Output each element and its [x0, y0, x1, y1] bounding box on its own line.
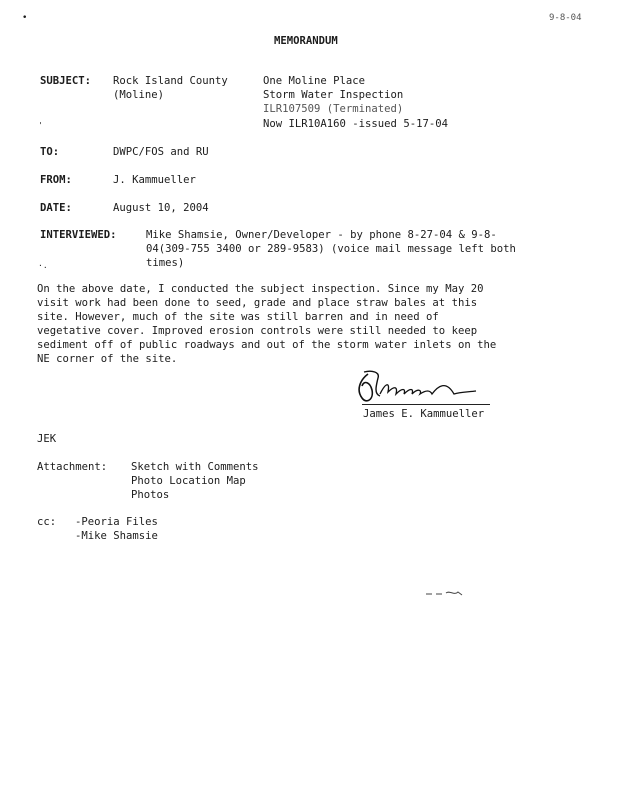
cc-item: -Mike Shamsie — [75, 530, 158, 542]
subject-detail-line: ILR107509 (Terminated) — [263, 103, 404, 115]
typist-initials: JEK — [37, 433, 57, 445]
body-line: visit work had been done to seed, grade and place straw bales at this — [37, 297, 478, 309]
date-label: DATE: — [40, 202, 72, 214]
scan-speck: ·. — [38, 261, 48, 270]
body-line: On the above date, I conducted the subject inspection. Since my May 20 — [37, 283, 484, 295]
cc-label: cc: — [37, 516, 57, 528]
body-line: sediment off of public roadways and out of the storm water inlets on the — [37, 339, 497, 351]
subject-county-line: (Moline) — [113, 89, 165, 101]
subject-detail-line: One Moline Place — [263, 75, 366, 87]
interviewed-line: Mike Shamsie, Owner/Developer - by phone 8-27-04 & 9-8- — [146, 229, 497, 241]
from-label: FROM: — [40, 174, 72, 186]
signature — [350, 368, 480, 406]
signature-line — [362, 404, 490, 405]
date-value: August 10, 2004 — [113, 202, 209, 214]
attachment-item: Sketch with Comments — [131, 461, 259, 473]
attachment-item: Photos — [131, 489, 170, 501]
body-line: NE corner of the site. — [37, 353, 178, 365]
to-value: DWPC/FOS and RU — [113, 146, 209, 158]
cc-item: -Peoria Files — [75, 516, 158, 528]
scan-speck: ' — [38, 121, 43, 130]
signature-name: James E. Kammueller — [363, 408, 485, 420]
interviewed-line: 04(309-755 3400 or 289-9583) (voice mail message left both — [146, 243, 516, 255]
subject-detail-line: Storm Water Inspection — [263, 89, 404, 101]
subject-label: SUBJECT: — [40, 75, 92, 87]
scan-speck: • — [22, 13, 28, 23]
interviewed-line: times) — [146, 257, 185, 269]
stray-handwriting-mark — [424, 586, 466, 600]
subject-detail-line: Now ILR10A160 -issued 5-17-04 — [263, 118, 448, 130]
from-value: J. Kammueller — [113, 174, 196, 186]
memo-title: MEMORANDUM — [274, 35, 338, 47]
subject-county-line: Rock Island County — [113, 75, 228, 87]
body-line: site. However, much of the site was still barren and in need of — [37, 311, 439, 323]
attachment-label: Attachment: — [37, 461, 108, 473]
to-label: TO: — [40, 146, 60, 158]
body-line: vegetative cover. Improved erosion controls were still needed to keep — [37, 325, 478, 337]
attachment-item: Photo Location Map — [131, 475, 246, 487]
corner-mark: 9-8-04 — [549, 13, 582, 23]
interviewed-label: INTERVIEWED: — [40, 229, 117, 241]
